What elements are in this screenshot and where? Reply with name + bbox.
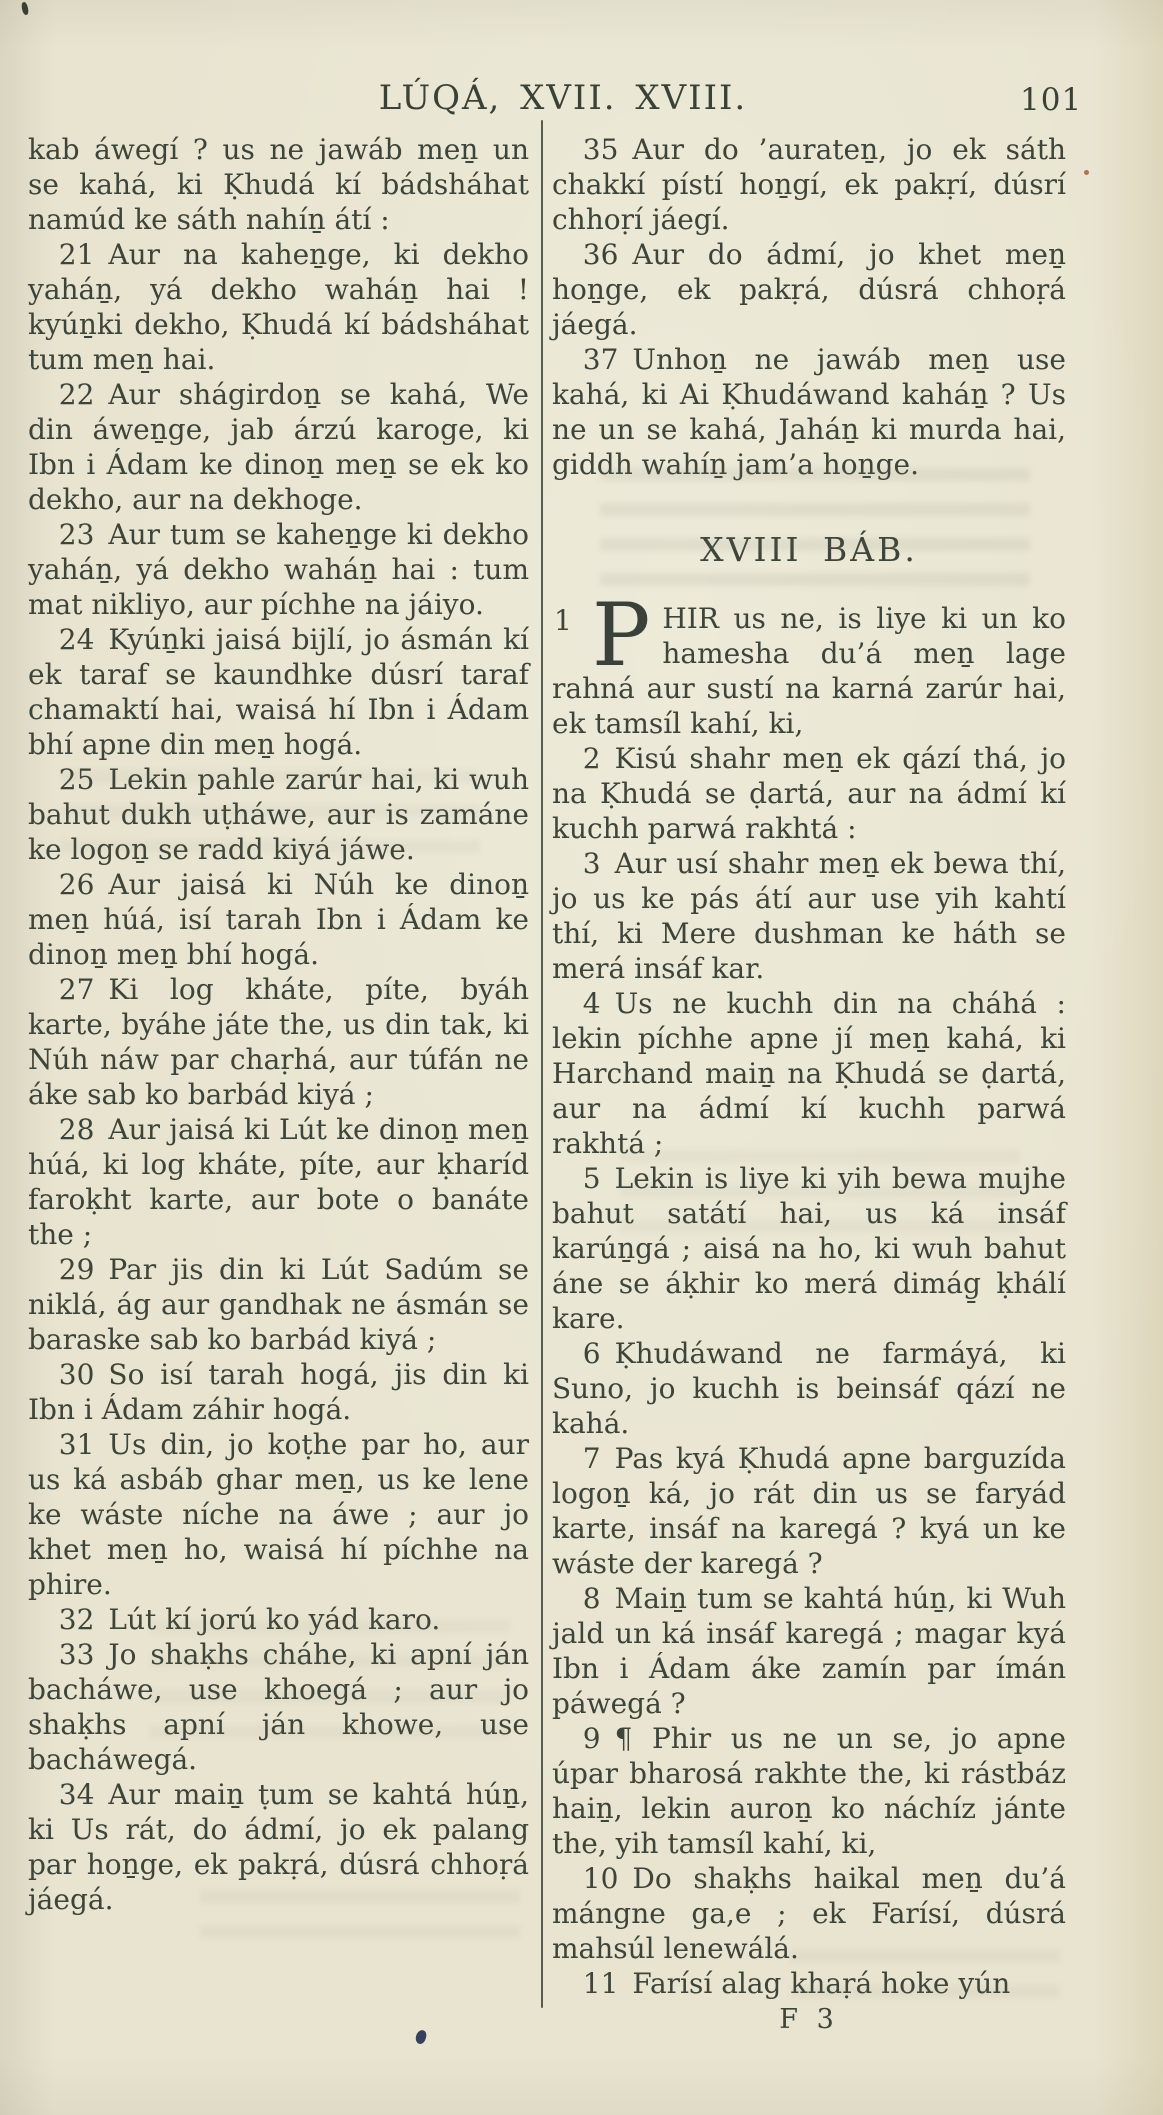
verse-paragraph: 23 Aur tum se kaheṉge ki dekho yaháṉ, yá dekho waháṉ hai : tum mat nikliyo, aur píchhe na jáiyo.: [28, 518, 529, 621]
verse-paragraph: 26 Aur jaisá ki Núh ke dinoṉ meṉ húá, isí tarah Ibn i Ádam ke dinoṉ meṉ bhí hogá.: [28, 868, 529, 971]
verse-text: HIR us ne, is liye ki un ko hamesha du’á meṉ lage rahná aur sustí na karná zarúr hai, ek tamsíl kahí, ki,: [552, 602, 1066, 740]
ink-blot-bottom: [414, 2029, 427, 2045]
drop-cap: [552, 584, 651, 686]
ink-speck-top-left: [21, 2, 30, 16]
ink-speck-margin: [1084, 170, 1089, 175]
verse-paragraph: 2 Kisú shahr meṉ ek qází thá, jo na Ḳhudá se ḍartá, aur na ádmí kí kuchh parwá rakhtá :: [552, 742, 1066, 845]
verse-paragraph: 29 Par jis din ki Lút Sadúm se niklá, ág aur gandhak ne ásmán se baraske sab ko barbád kiyá ;: [28, 1253, 529, 1356]
verse-paragraph: 34 Aur maiṉ ṭum se kahtá húṉ, ki Us rát, do ádmí, jo ek palang par hoṉge, ek pakṛá, dúsrá chhoṛá jáegá.: [28, 1778, 529, 1916]
verse-paragraph: 27 Ki log kháte, píte, byáh karte, byáhe játe the, us din tak, ki Núh náw par chaṛhá, aur túfán ne áke sab ko barbád kiyá ;: [28, 973, 529, 1111]
column-divider: [541, 120, 543, 2008]
verse-paragraph: 5 Lekin is liye ki yih bewa mujhe bahut satátí hai, us ká insáf karúṉgá ; aisá na ho, ki wuh bahut áne se áḳhir ko merá dimág̱ ḳhálí kare.: [552, 1162, 1066, 1335]
left-column: [28, 132, 529, 1917]
verses-before-heading: [552, 132, 1066, 482]
verse-paragraph: 31 Us din, jo koṭhe par ho, aur us ká asbáb ghar meṉ, us ke lene ke wáste níche na áwe ; aur jo khet meṉ ho, waisá hí píchhe na phire.: [28, 1428, 529, 1601]
verse-paragraph: kab áwegí ? us ne jawáb meṉ un se kahá, ki Ḳhudá kí bádsháhat namúd ke sáth nahíṉ átí :: [28, 133, 529, 236]
verse-paragraph: 8 Maiṉ tum se kahtá húṉ, ki Wuh jald un ká insáf karegá ; magar kyá Ibn i Ádam áke zamín par ímán páwegá ?: [552, 1582, 1066, 1720]
verses-after-opening: [552, 741, 1066, 2001]
verse-paragraph: 32 Lút kí jorú ko yád karo.: [58, 1603, 441, 1636]
right-column: [552, 132, 1066, 2037]
page-number: 101: [1020, 82, 1083, 118]
verse-paragraph: 4 Us ne kuchh din na cháhá : lekin píchhe apne jí meṉ kahá, ki Harchand maiṉ na Ḳhudá se ḍartá, aur na ádmí kí kuchh parwá rakhtá ;: [552, 987, 1066, 1160]
running-title: LÚQÁ, XVII. XVIII.: [378, 78, 748, 118]
verse-paragraph: 37 Unhoṉ ne jawáb meṉ use kahá, ki Ai Ḳhudáwand kaháṉ ? Us ne un se kahá, Jaháṉ ki murda hai, giddh wahíṉ jam’a hoṉge.: [552, 343, 1066, 481]
verse-paragraph: 10 Do shaḳhs haikal meṉ du’á mángne ga,e ; ek Farísí, dúsrá mahsúl lenewálá.: [552, 1862, 1066, 1965]
verse-paragraph: 30 So isí tarah hogá, jis din ki Ibn i Ádam záhir hogá.: [28, 1358, 529, 1426]
verse-paragraph: 28 Aur jaisá ki Lút ke dinoṉ meṉ húá, ki log kháte, píte, aur ḳharíd faroḳht karte, aur bote o banáte the ;: [28, 1113, 529, 1251]
verse-paragraph: 36 Aur do ádmí, jo khet meṉ hoṉge, ek pakṛá, dúsrá chhoṛá jáegá.: [552, 238, 1066, 341]
verse-paragraph: 25 Lekin pahle zarúr hai, ki wuh bahut dukh uṭháwe, aur is zamáne ke logoṉ se radd kiyá jáwe.: [28, 763, 529, 866]
verse-paragraph: 33 Jo shaḳhs cháhe, ki apní ján bacháwe, use khoegá ; aur jo shaḳhs apní ján khowe, use bacháwegá.: [28, 1638, 529, 1776]
drop-cap-letter: P: [591, 584, 651, 686]
verse-paragraph: 11 Farísí alag khaṛá hoke yún: [582, 1967, 1011, 2000]
verse-paragraph: 22 Aur shágirdoṉ se kahá, We din áweṉge, jab árzú karoge, ki Ibn i Ádam ke dinoṉ meṉ se ek ko dekho, aur na dekhoge.: [28, 378, 529, 516]
chapter-heading: XVIII BÁB.: [700, 530, 918, 569]
verse-paragraph-opening: [552, 584, 1066, 741]
verse-paragraph: 21 Aur na kaheṉge, ki dekho yaháṉ, yá dekho waháṉ hai ! kyúṉki dekho, Ḳhudá kí bádsháhat tum meṉ hai.: [28, 238, 529, 376]
verse-paragraph: 24 Kyúṉki jaisá bijlí, jo ásmán kí ek taraf se kaundhke dúsrí taraf chamaktí hai, waisá hí Ibn i Ádam bhí apne din meṉ hogá.: [28, 623, 529, 761]
printers-signature: F 3: [779, 2004, 839, 2035]
verse-paragraph: 3 Aur usí shahr meṉ ek bewa thí, jo us ke pás átí aur use yih kahtí thí, ki Mere dushman ke háth se merá insáf kar.: [552, 847, 1066, 985]
verse-paragraph: 7 Pas kyá Ḳhudá apne barguzída logoṉ ká, jo rát din us se faryád karte, insáf na karegá ? kyá un ke wáste der karegá ?: [552, 1442, 1066, 1580]
verse-paragraph: 9 ¶ Phir us ne un se, jo apne úpar bharosá rakhte the, ki rástbáz haiṉ, lekin auroṉ ko náchíz jánte the, yih tamsíl kahí, ki,: [552, 1722, 1066, 1860]
verse-paragraph: 6 Ḳhudáwand ne farmáyá, ki Suno, jo kuchh is beinsáf qází ne kahá.: [552, 1337, 1066, 1440]
verse-number: 1: [554, 604, 572, 637]
verse-paragraph: 35 Aur do ’aurateṉ, jo ek sáth chakkí pístí hoṉgí, ek pakṛí, dúsrí chhoṛí jáegí.: [552, 133, 1066, 236]
